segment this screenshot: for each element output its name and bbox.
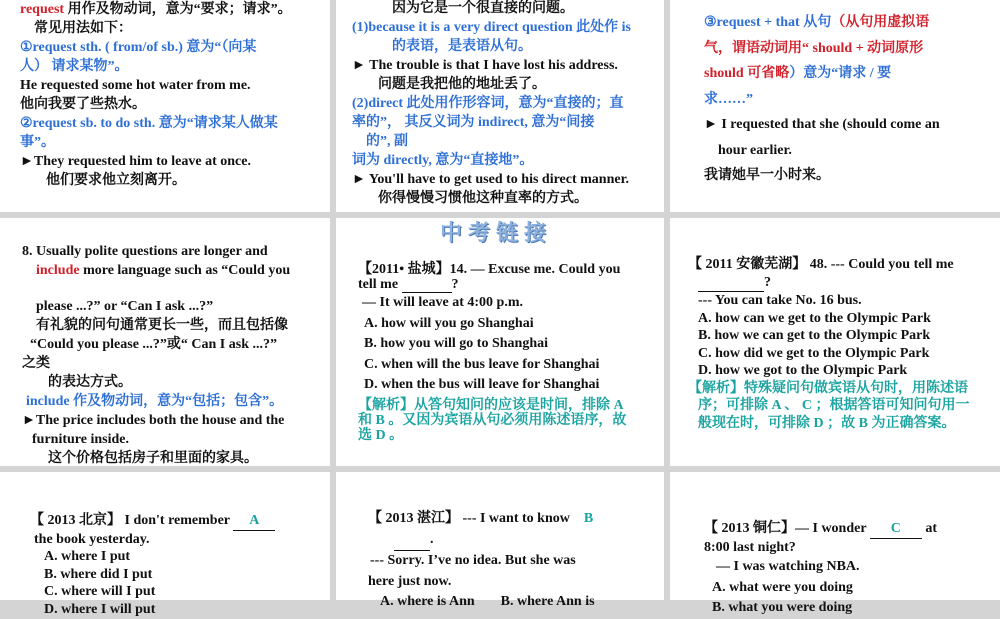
option-a: A. where I put bbox=[44, 549, 131, 564]
panel-exam-link-2011-yancheng bbox=[336, 218, 664, 466]
explanation-line: 般现在时，可排除 D ；故 B 为正确答案。 bbox=[698, 415, 956, 431]
line: 之类 bbox=[22, 356, 50, 371]
line: 的表达方式。 bbox=[48, 375, 132, 390]
answer-blank: A bbox=[233, 512, 275, 531]
answer-blank bbox=[402, 278, 452, 293]
line: ►The price includes both the house and the bbox=[22, 413, 285, 428]
option-d: D. how we got to the Olympic Park bbox=[698, 363, 908, 378]
line: 我请她早一小时来。 bbox=[704, 168, 830, 183]
option-b: B. where Ann is bbox=[500, 594, 595, 609]
line: He requested some hot water from me. bbox=[20, 78, 251, 93]
option-c: C. how did we get to the Olympic Park bbox=[698, 345, 930, 361]
line: please ...?” or “Can I ask ...?” bbox=[36, 299, 214, 314]
line: 因为它是一个很直接的问题。 bbox=[392, 1, 574, 16]
option-b: B. how you will go to Shanghai bbox=[364, 336, 548, 351]
line: 8. Usually polite questions are longer and bbox=[22, 244, 268, 259]
answer-letter: B bbox=[583, 511, 594, 526]
line: --- Sorry. I’ve no idea. But she was bbox=[370, 553, 576, 568]
line: 8:00 last night? bbox=[704, 540, 796, 555]
option-d: D. where I will put bbox=[44, 601, 156, 617]
answer-blank bbox=[698, 274, 764, 293]
line: (2)direct 此处用作形容词，意为“直接的；直 bbox=[352, 96, 624, 111]
line: hour earlier. bbox=[718, 142, 792, 158]
answer-blank bbox=[394, 530, 430, 552]
line: 气，谓语动词用“ should + 动词原形 bbox=[704, 40, 924, 56]
line: ► I requested that she (should come an bbox=[704, 117, 940, 132]
question-line: 【 2013 湛江】 --- I want to know B bbox=[368, 511, 594, 526]
line: “Could you please ...?”或“ Can I ask ...?” bbox=[30, 337, 277, 352]
line: 人） 请求某物”。 bbox=[20, 59, 129, 74]
explanation-line: 选 D 。 bbox=[358, 427, 404, 443]
panel-request-that bbox=[670, 0, 1000, 212]
line: 问题是我把他的地址丢了。 bbox=[378, 77, 546, 92]
line: — It will leave at 4:00 p.m. bbox=[362, 295, 523, 310]
panel-include-usage bbox=[0, 218, 330, 466]
line: here just now. bbox=[368, 573, 452, 589]
line: ③request + that 从句（从句用虚拟语 bbox=[704, 15, 930, 30]
line: ► You'll have to get used to his direct manner. bbox=[352, 172, 630, 187]
line: 他们要求他立刻离开。 bbox=[46, 173, 186, 188]
question-line: ? bbox=[688, 274, 1000, 293]
question-line: 【 2013 铜仁】— I wonder C at bbox=[704, 520, 1000, 539]
answer-blank: C bbox=[870, 520, 922, 539]
line: furniture inside. bbox=[32, 432, 129, 447]
panel-exam-2011-wuhu bbox=[670, 218, 1000, 466]
option-c: C. where will I put bbox=[44, 584, 156, 599]
line: 他向我要了些热水。 bbox=[20, 97, 146, 112]
line: ②request sb. to do sth. 意为“请求某人做某 bbox=[20, 116, 278, 131]
line: 的”, 副 bbox=[366, 134, 408, 149]
panel-exam-2013-zhanjiang bbox=[336, 472, 664, 609]
explanation-line: 和 B 。又因为宾语从句必须用陈述语序，故 bbox=[358, 412, 627, 428]
panel-exam-2013-tongren bbox=[670, 472, 1000, 615]
panel-exam-2013-beijing bbox=[0, 472, 330, 617]
question-line: . bbox=[368, 530, 658, 552]
option-a: A. how will you go Shanghai bbox=[364, 315, 534, 331]
line: 你得慢慢习惯他这种直率的方式。 bbox=[378, 191, 588, 206]
option-c: C. when will the bus leave for Shanghai bbox=[364, 356, 600, 372]
explanation-line: 序；可排除 A 、 C ；根据答语可知问句用一 bbox=[698, 398, 970, 413]
line: — I was watching NBA. bbox=[716, 559, 860, 574]
option-b: B. how we can get to the Olympic Park bbox=[698, 328, 931, 343]
line: 常见用法如下： bbox=[34, 21, 132, 36]
line: 有礼貌的问句通常更长一些，而且包括像 bbox=[36, 318, 288, 333]
option-d: D. when the bus will leave for Shanghai bbox=[364, 377, 600, 392]
line: request 用作及物动词，意为“要求；请求”。 bbox=[20, 2, 292, 17]
option-b: B. where did I put bbox=[44, 566, 153, 582]
line: 的表语，是表语从句。 bbox=[392, 39, 532, 54]
line: 词为 directly, 意为“直接地”。 bbox=[352, 153, 534, 168]
line: the book yesterday. bbox=[34, 531, 150, 547]
exam-link-seal: 中考链接 bbox=[439, 220, 552, 246]
question-line: 【 2013 北京】 I don't remember A bbox=[30, 512, 330, 531]
panel-request-usage bbox=[0, 0, 330, 212]
question-line: 【 2011 安徽芜湖】 48. --- Could you tell me bbox=[688, 257, 954, 272]
explanation-line: 【解析】从答句知问的应该是时间，排除 A bbox=[358, 397, 624, 413]
question-line: tell me ? bbox=[358, 277, 459, 292]
options-row bbox=[368, 592, 658, 613]
option-a: A. where is Ann bbox=[380, 594, 475, 609]
line: include more language such as “Could you bbox=[36, 263, 291, 278]
option-a: A. how can we get to the Olympic Park bbox=[698, 310, 931, 326]
line: should 可省略）意为“请求 / 要 bbox=[704, 66, 892, 81]
explanation-line: 【解析】特殊疑问句做宾语从句时，用陈述语 bbox=[688, 380, 968, 396]
option-a: A. what were you doing bbox=[712, 579, 853, 595]
panel-direct-usage bbox=[336, 0, 664, 212]
line: include 作及物动词，意为“包括；包含”。 bbox=[26, 394, 284, 409]
line: 率的”， 其反义词为 indirect, 意为“间接 bbox=[352, 115, 595, 130]
line: ①request sth. ( from/of sb.) 意为“（向某 bbox=[20, 40, 257, 55]
question-line: 【2011• 盐城】14. — Excuse me. Could you bbox=[358, 262, 621, 277]
line: ► The trouble is that I have lost his address. bbox=[352, 58, 618, 73]
line: 事”。 bbox=[20, 135, 55, 150]
line: ►They requested him to leave at once. bbox=[20, 154, 251, 169]
line: (1)because it is a very direct question 此处作 is bbox=[352, 20, 631, 35]
line: 这个价格包括房子和里面的家具。 bbox=[48, 451, 258, 466]
option-b: B. what you were doing bbox=[712, 600, 853, 615]
line: 求……” bbox=[704, 91, 753, 107]
line: --- You can take No. 16 bus. bbox=[698, 293, 862, 308]
